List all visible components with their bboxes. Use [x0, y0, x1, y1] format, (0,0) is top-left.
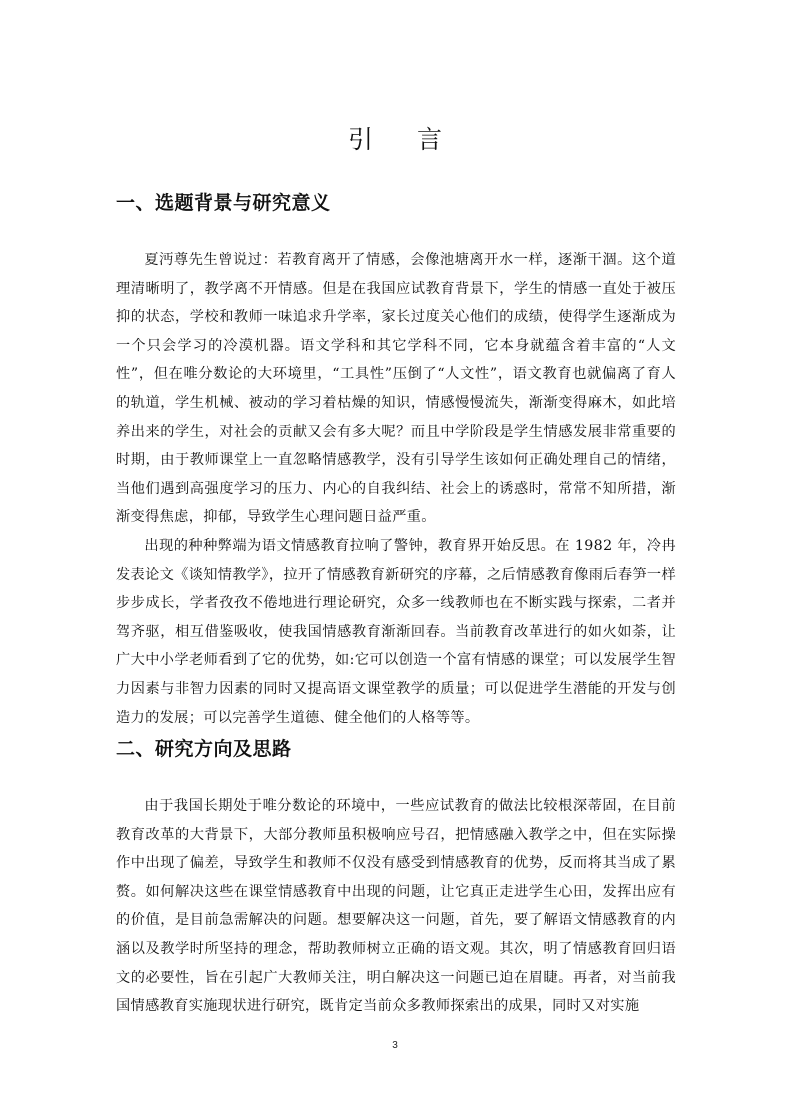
section-body-background	[116, 246, 676, 732]
section-heading-background: 一、选题背景与研究意义	[116, 192, 331, 214]
page-number: 3	[392, 1040, 398, 1051]
chapter-title: 引言	[347, 125, 486, 154]
section-heading-research-direction: 二、研究方向及思路	[116, 738, 292, 760]
paragraph: 由于我国长期处于唯分数论的环境中，一些应试教育的做法比较根深蒂固，在目前教育改革的大背景下，大部分教师虽积极响应号召，把情感融入教学之中，但在实际操作中出现了偏差，导致学生和教师不仅没有感受到情感教育的优势，反而将其当成了累赘。如何解决这些在课堂情感教育中出现的问题，让它真正走进学生心田，发挥出应有的价值，是目前急需解决的问题。想要解决这一问题，首先，要了解语文情感教育的内涵以及教学时所坚持的理念，帮助教师树立正确的语文观。其次，明了情感教育回归语文的必要性，旨在引起广大教师关注，明白解决这一问题已迫在眉睫。再者，对当前我国情感教育实施现状进行研究，既肯定当前众多教师探索出的成果，同时又对实施	[116, 798, 676, 1015]
paragraph: 夏沔尊先生曾说过：若教育离开了情感，会像池塘离开水一样，逐渐干涸。这个道理清晰明了，教学离不开情感。但是在我国应试教育背景下，学生的情感一直处于被压抑的状态，学校和教师一味追求升学率，家长过度关心他们的成绩，使得学生逐渐成为一个只会学习的冷漠机器。语文学科和其它学科不同，它本身就蕴含着丰富的“人文性”，但在唯分数论的大环境里，“工具性”压倒了“人文性”，语文教育也就偏离了育人的轨道，学生机械、被动的学习着枯燥的知识，情感慢慢流失，渐渐变得麻木，如此培养出来的学生，对社会的贡献又会有多大呢？而且中学阶段是学生情感发展非常重要的时期，由于教师课堂上一直忽略情感教学，没有引导学生该如何正确处理自己的情绪，当他们遇到高强度学习的压力、内心的自我纠结、社会上的诱惑时，常常不知所措，渐渐变得焦虑，抑郁，导致学生心理问题日益严重。	[116, 252, 676, 526]
section-body-research-direction	[116, 792, 676, 1021]
paragraph: 出现的种种弊端为语文情感教育拉响了警钟，教育界开始反思。在 1982 年，冷冉发表论文《谈知情教学》，拉开了情感教育新研究的序幕，之后情感教育像雨后春笋一样步步成长，学者孜孜不倦地进行理论研究，众多一线教师也在不断实践与探索，二者并驾齐驱，相互借鉴吸收，使我国情感教育渐渐回春。当前教育改革进行的如火如荼，让广大中小学老师看到了它的优势，如:它可以创造一个富有情感的课堂；可以发展学生智力因素与非智力因素的同时又提高语文课堂教学的质量；可以促进学生潜能的开发与创造力的发展；可以完善学生道德、健全他们的人格等等。	[116, 537, 676, 726]
